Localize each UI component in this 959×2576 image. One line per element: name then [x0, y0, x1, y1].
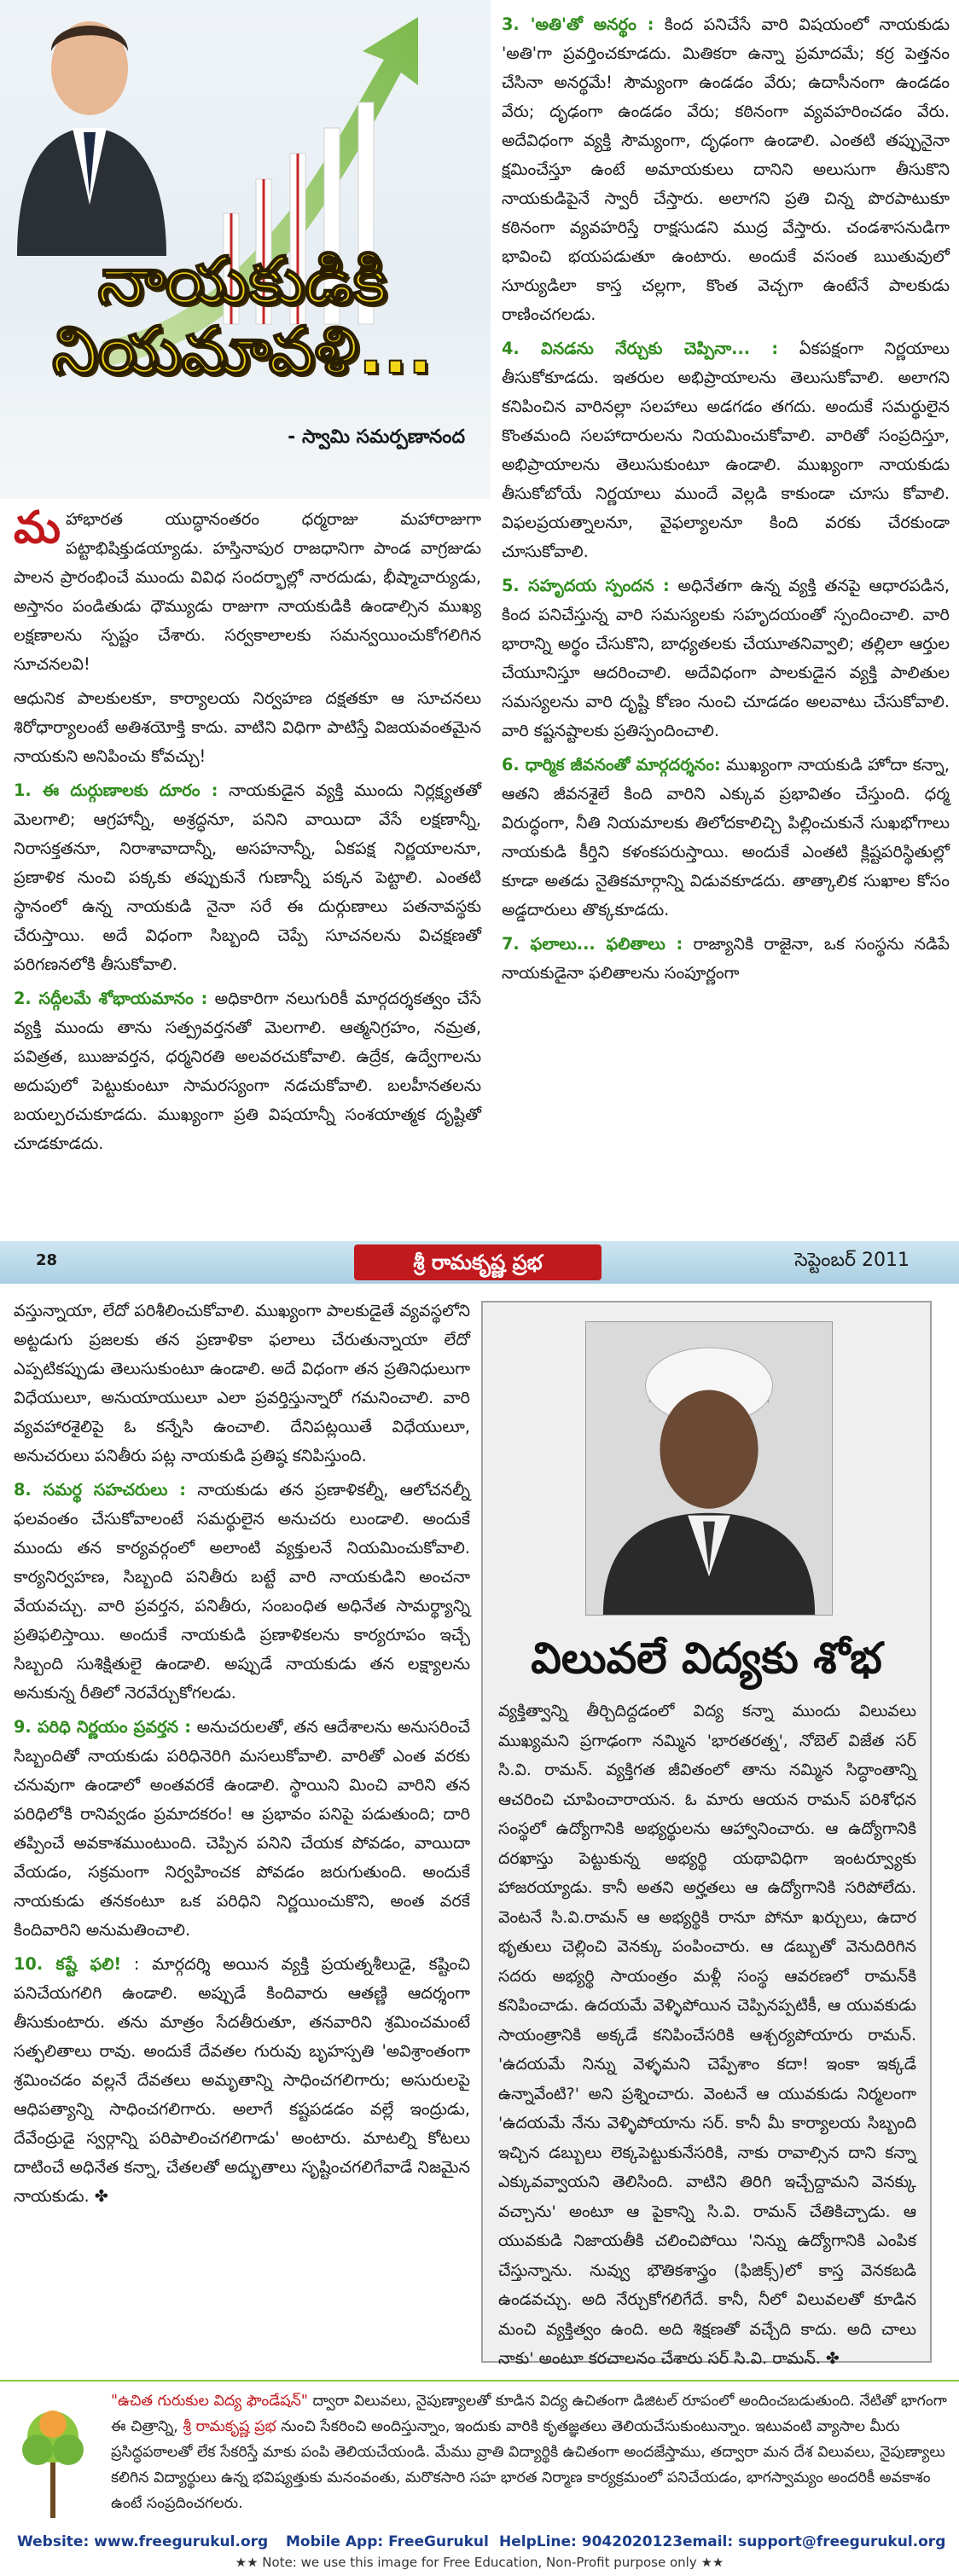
section-9: 9. పరిధి నిర్ణయం ప్రవర్తన : అనుచరులతో, తన ఆదేశాలను అనుసరించే సిబ్బందితో నాయకుడు పరిధినెరిగి మసలుకోవాలి. వారితో ఎంత వరకు చనువుగా ఉండాలో అంతవరకే ఉండాలి. స్థాయిని మించి వారిని తన పరిధిలోకి రానివ్వడం ప్రమాదకరం! ఆ ప్రభావం పనిపై పడుతుంది; దారి తప్పించే అవకాశముంటుంది. చెప్పిన పనిని చేయక పోవడం, వాయిదా వేయడం, సక్రమంగా నిర్వహించక పోవడం జరుగుతుంది. అందుకే నాయకుడు తనకంటూ ఒక పరిధిని నిర్ణయించుకొని, అంత వరకే కిందివారిని అనుమతించాలి. — [14, 1717, 470, 1940]
article-title — [12, 242, 473, 389]
continued-paragraph: వస్తున్నాయా, లేదో పరిశీలించుకోవాలి. ముఖ్యంగా పాలకుడైతే వ్యవస్థలోని అట్టడుగు ప్రజలకు తన ప్రణాళికా ఫలాలు చేరుతున్నాయా లేదో ఎప్పటికప్పుడు తెలుసుకుంటూ ఉండాలి. అదే విధంగా తన ప్రతినిధులుగా విధేయులూ, అనుయాయులూ ఎలా ప్రవర్తిస్తున్నారో గమనించాలి. వారి వ్యవహారశైలిపై ఓ కన్నేసి ఉంచాలి. దేనిపట్లయితే విధేయులూ, అనుచరులు పనితీరు పట్ల నాయకుడి ప్రతిష్ఠ కనిపిస్తుంది. — [14, 1301, 470, 1465]
left-column-top — [14, 502, 481, 1163]
section-10-heading: 10. కష్టే ఫలి! — [14, 1954, 122, 1974]
section-7: 7. ఫలాలు... ఫలితాలు : రాజ్యానికి రాజైనా, ఒక సంస్థను నడిపే నాయకుడైనా ఫలితాలను సంపూర్ణంగా — [502, 934, 950, 983]
section-9-heading: 9. పరిధి నిర్ణయం ప్రవర్తన : — [14, 1717, 191, 1737]
sidebar-story-box — [481, 1301, 932, 2368]
issue-date: సెప్టెంబర్ 2011 — [794, 1250, 910, 1271]
section-2-heading: 2. సద్గీలమే శోభాయమానం : — [14, 989, 208, 1008]
section-5-heading: 5. సహృదయ స్పందన : — [502, 576, 670, 595]
dropcap: మ — [14, 502, 61, 554]
section-6-heading: 6. ధార్మిక జీవనంతో మార్గదర్శనం: — [502, 755, 721, 775]
footer-text: "ఉచిత గురుకుల విద్య ఫౌండేషన్" ద్వారా విలువలు, నైపుణ్యాలతో కూడిన విద్య ఉచితంగా డిజిటల్ రూపంలో అందించబడుతుంది. నేటితో భాగంగా ఈ చిత్రాన్ని, శ్రీ రామకృష్ణ ప్రభ నుంచి సేకరించి అందిస్తున్నాం, ఇందుకు వారికి కృతజ్ఞతలు తెలియచేసుకుంటున్నాం. ఇటువంటి వ్యాసాల మీరు ప్రసిద్ధపఠాలతో లేక సేకరిస్తే మాకు పంపి తెలియచేయండి. మేము వ్రాతి విద్యార్థికి ఉచితంగా అందజేస్తాము, తద్వారా మన దేశ విలువలు, నైపుణ్యాలు కలిగిన విద్యార్థులు ఉన్న భవిష్యత్తుకు మనంవంతు, మరొకసారి సహ భారత నిర్మాణ కార్యక్రమంలో పనిచేయడం, భాగస్వామ్యం అందరికీ అవకాశం ఉంటే సంప్రదించగలరు. — [111, 2393, 947, 2512]
page-header-band — [0, 1241, 959, 1284]
section-8-heading: 8. సమర్థ సహచరులు : — [14, 1480, 187, 1500]
section-2: 2. సద్గీలమే శోభాయమానం : అధికారిగా నలుగురికీ మార్గదర్శకత్వం చేసే వ్యక్తి ముందు తాను సత్ప్రవర్తనతో మెలగాలి. ఆత్మనిగ్రహం, నమ్రత, పవిత్రత, ఋజువర్తన, ధర్మనిరతి అలవరచుకోవాలి. ఉద్రేక, ఉద్వేగాలను అదుపులో పెట్టుకుంటూ సామరస్యంగా నడచుకోవాలి. బలహీనతలను బయల్పరచుకూడదు. ముఖ్యంగా ప్రతి విషయాన్నీ సంశయాత్మక దృష్టితో చూడకూడదు. — [14, 989, 481, 1153]
hero-banner — [0, 0, 491, 499]
section-7-heading: 7. ఫలాలు... ఫలితాలు : — [502, 934, 683, 954]
section-6: 6. ధార్మిక జీవనంతో మార్గదర్శనం: ముఖ్యంగా నాయకుడి హోదా కన్నా, ఆతని జీవనశైలే కింది వారిని ఎక్కువ ప్రభావితం చేస్తుంది. ధర్మ విరుద్ధంగా, నీతి నియమాలకు తిలోదకాలిచ్చి పిల్లించుకునే సుఖభోగాలు నాయకుడి కీర్తిని కళంకపరుస్తాయి. అందుకే ఎంతటి క్లిష్టపరిస్థితుల్లో కూడా అతడు నైతికమార్గాన్ని విడువకూడదు. తాత్కాలిక సుఖాల కోసం అడ్డదారులు తొక్కకూడదు. — [502, 755, 950, 920]
left-column-bottom — [14, 1297, 470, 2216]
section-1-heading: 1. ఈ దుర్గుణాలకు దూరం : — [14, 780, 218, 800]
section-5: 5. సహృదయ స్పందన : అధినేతగా ఉన్న వ్యక్తి తనపై ఆధారపడిన, కింద పనిచేస్తున్న వారి సమస్యలకు సహృదయంతో స్పందించాలి. వారి భారాన్ని అర్థం చేసుకొని, బాధ్యతలకు చేయూతనివ్వాలి; తల్లిలా ఆర్తుల చేయూనిస్తూ ఆదరించాలి. అదేవిధంగా పాలకుడైన వ్యక్తి పాలితుల సమస్యలను వారి దృష్టి కోణం నుంచి చూడడం అలవాటు చేసుకోవాలి. వారి కష్టనష్టాలకు ప్రతిస్పందించాలి. — [502, 576, 950, 740]
intro-paragraph: మహాభారత యుద్ధానంతరం ధర్మరాజు మహారాజుగా పట్టాభిషిక్తుడయ్యాడు. హస్తినాపుర రాజధానిగా పాండ వాగ్రజుడు పాలన ప్రారంభించే ముందు వివిధ సందర్భాల్లో నారదుడు, భీష్మాచార్యుడు, అస్తానం పండితుడు ధౌమ్యుడు రాజుగా నాయకుడికి ఉండాల్సిన ముఖ్య లక్షణాలను స్పష్టం చేశారు. సర్వకాలాలకు సమన్వయించుకోగలిగిన సూచనలవి! — [14, 502, 481, 674]
website-link[interactable]: Website: www.freegurukul.org — [17, 2533, 269, 2550]
right-column-top — [502, 10, 950, 993]
section-3-heading: 3. 'అతి'తో అనర్థం : — [502, 15, 654, 34]
freegurukul-tree-logo — [12, 2390, 94, 2527]
section-4-heading: 4. వినడను నేర్చుకు చెప్పినా... : — [502, 339, 779, 358]
page-number: 28 — [36, 1251, 58, 1269]
sidebar-text: వ్యక్తిత్వాన్ని తీర్చిదిద్దడంలో విద్య కన్నా ముందు విలువలు ముఖ్యమని ప్రగాఢంగా నమ్మిన 'భారతరత్న', నోబెల్ విజేత సర్ సి.వి. రామన్. వ్యక్తిగత జీవితంలో తాను నమ్మిన సిద్ధాంతాన్ని ఆచరించి చూపించారాయన. ఓ మారు ఆయన రామన్ పరిశోధన సంస్థలో ఉద్యోగానికి అభ్యర్థులను ఆహ్వానించారు. ఆ ఉద్యోగానికి దరఖాస్తు పెట్టుకున్న అభ్యర్థి యథావిధిగా ఇంటర్వ్యూకు హాజరయ్యాడు. కానీ అతని అర్హతలు ఆ ఉద్యోగానికి సరిపోలేదు. వెంటనే సి.వి.రామన్ ఆ అభ్యర్థికి రానూ పోనూ ఖర్చులు, ఉదార భృతులు చెల్లించి వెనక్కు పంపించారు. ఆ డబ్బుతో వెనుదిరిగిన సదరు అభ్యర్థి సాయంత్రం మళ్లీ సంస్థ ఆవరణలో రామన్‌కి కనిపించాడు. ఉదయమే వెళ్ళిపోయిన చెప్పినప్పటికీ, ఆ యువకుడు సాయంత్రానికి అక్కడే కనిపించేసరికి ఆశ్చర్యపోయారు రామన్. 'ఉదయమే నిన్ను వెళ్ళమని చెప్పేశాం కదా! ఇంకా ఇక్కడే ఉన్నావేంటి?' అని ప్రశ్నించారు. వెంటనే ఆ యువకుడు నిర్మలంగా 'ఉదయమే నేను వెళ్ళిపోయాను సర్. కానీ మీ కార్యాలయ సిబ్బంది ఇచ్చిన డబ్బులు లెక్కపెట్టుకునేసరికి, నాకు రావాల్సిన దాని కన్నా ఎక్కువవ్వాయని తెలిసింది. వాటిని తిరిగి ఇచ్చేద్దామని వెనక్కు వచ్చాను' అంటూ ఆ పైకాన్ని సి.వి. రామన్ చేతికిచ్చాడు. ఆ యువకుడి నిజాయతీకి చలించిపోయి 'నిన్ను ఉద్యోగానికి ఎంపిక చేస్తున్నాను. నువ్వు భౌతికశాస్త్రం (ఫిజిక్స్)లో కాస్త వెనకబడి ఉండవచ్చు. అది నేర్చుకోగలిగేదే. కానీ, నీలో విలువలతో కూడిన మంచి వ్యక్తిత్వం ఉంది. అది శిక్షణతో వచ్చేది కాదు. అది చాలు నాకు' అంటూ కరచాలనం చేశారు సర్ సి.వి. రామన్. ✤ — [498, 1702, 916, 2368]
usage-note: ★★ Note: we use this image for Free Education, Non-Profit purpose only ★★ — [235, 2555, 724, 2570]
mobile-app-label: Mobile App: FreeGurukul — [286, 2533, 489, 2550]
businessman-figure — [17, 21, 166, 256]
sidebar-title: విలువలే విద్యకు శోభ — [531, 1633, 882, 1683]
title-line-2: నియమావళి... — [52, 312, 433, 389]
email-link[interactable]: email: support@freegurukul.org — [683, 2533, 946, 2550]
contact-row — [0, 2532, 959, 2556]
title-line-1: నాయకుడికి — [97, 242, 387, 318]
section-4: 4. వినడను నేర్చుకు చెప్పినా... : ఏకపక్షంగా నిర్ణయాలు తీసుకోకూడదు. ఇతరుల అభిప్రాయాలను తెలుసుకోవాలి. అలాగని కనిపించిన వారినల్లా సలహాలు అడగడం తగదు. అందుకే సమర్థులైన కొంతమంది సలహాదారులను నియమించుకోవాలి. వారితో సంప్రదిస్తూ, అభిప్రాయాలను తెలుసుకుంటూ ఉండాలి. ముఖ్యంగా నాయకుడు తీసుకోబోయే నిర్ణయాలు ముందే వెల్లడి కాకుండా చూసు కోవాలి. విఫలప్రయత్నాలనూ, వైఫల్యాలనూ కింది వరకు చేరకుండా చూసుకోవాలి. — [502, 339, 950, 561]
author-byline: - స్వామి సమర్పణానంద — [288, 426, 465, 448]
magazine-name: శ్రీ రామకృష్ణ ప్రభ — [354, 1244, 602, 1280]
helpline-label: HelpLine: 9042020123 — [499, 2533, 683, 2550]
section-8: 8. సమర్థ సహచరులు : నాయకుడు తన ప్రణాళికల్నీ, ఆలోచనల్నీ ఫలవంతం చేసుకోవాలంటే సమర్థులైన అనుచరు లుండాలి. అందుకే ముందు తన కార్యవర్గంలో అలాంటి వ్యక్తులనే నియమించుకోవాలి. కార్యనిర్వహణ, సిబ్బంది పనితీరు బట్టే వారి నాయకుడిని అంచనా వేయవచ్చు. వారి ప్రవర్తన, పనితీరు, సంబంధిత అధినేత సామర్థ్యాన్ని ప్రతిఫలిస్తాయి. అందుకే నాయకుడి ప్రణాళికలను కార్యరూపం ఇచ్చే సిబ్బంది సుశిక్షితులై ఉండాలి. అప్పుడే నాయకుడు తన లక్ష్యాలను అనుకున్న రీతిలో నెరవేర్చుకోగలడు. — [14, 1480, 471, 1703]
cv-raman-portrait — [585, 1321, 833, 1616]
paragraph-2: ఆధునిక పాలకులకూ, కార్యాలయ నిర్వహణ దక్షతకూ ఆ సూచనలు శిరోధార్యాలంటే అతిశయోక్తి కాదు. వాటిని విధిగా పాటిస్తే విజయవంతమైన నాయకుని అనిపించు కోవచ్చు! — [14, 688, 481, 766]
section-3: 3. 'అతి'తో అనర్థం : కింద పనిచేసే వారి విషయంలో నాయకుడు 'అతి'గా ప్రవర్తించకూడదు. మితికరా ఉన్నా ప్రమాదమే; కర్ర పెత్తనం చేసినా అనర్థమే! సౌమ్యంగా ఉండడం వేరు; ఉదాసీనంగా ఉండడం వేరు; దృఢంగా ఉండడం వేరు; కఠినంగా వ్యవహరించడం వేరు. అదేవిధంగా వ్యక్తి సౌమ్యంగా, దృఢంగా ఉండాలి. ఎంతటి తప్పునైనా క్షమించేస్తూ ఉంటే అమాయకులు దానిని అలుసుగా తీసుకొని నాయకుడిపైనే స్వారీ చేస్తారు. అలాగని ప్రతి చిన్న పొరపాటుకూ కఠినంగా వ్యవహరిస్తే రాక్షసుడని ముద్ర వేస్తారు. చండశాసనుడిగా భావించి భయపడుతూ ఉంటారు. అందుకే వసంత ఋతువులో సూర్యుడిలా కాస్త చల్లగా, కొంత వెచ్చగా ఉంటేనే పాలకుడు రాణించగలడు. — [502, 15, 950, 324]
section-1: 1. ఈ దుర్గుణాలకు దూరం : నాయకుడైన వ్యక్తి ముందు నిర్లక్ష్యతతో మెలగాలి; ఆగ్రహాన్నీ, అశ్రద్ధనూ, పనిని వాయిదా వేసే లక్షణాన్నీ, నిరాసక్తతనూ, నిరాశావాదాన్నీ, అసహనాన్నీ, ఏకపక్ష నిర్ణయాలనూ, ప్రణాళిక నుంచి పక్కకు తప్పుకునే గుణాన్నీ పక్కన పెట్టాలి. ఎంతటి స్థానంలో ఉన్న నాయకుడి నైనా సరే ఈ దుర్గుణాలు పతనావస్థకు చేరుస్తాయి. అదే విధంగా సిబ్బంది చెప్పే సూచనలను విచక్షణతో పరిగణనలోకి తీసుకోవాలి. — [14, 780, 481, 974]
section-10: 10. కష్టే ఫలి! : మార్గదర్శి అయిన వ్యక్తి ప్రయత్నశీలుడై, కష్టించి పనిచేయగలిగి ఉండాలి. అప్పుడే కిందివారు ఆతణ్ణి ఆదర్శంగా తీసుకుంటారు. తను మాత్రం సేదతీరుతూ, తనవారిని శ్రమించమంటే సత్ఫలితాలు రావు. అందుకే దేవతల గురువు బృహస్పతి 'అవిశ్రాంతంగా శ్రమించడం వల్లనే దేవతలు అమృతాన్ని సాధించగలిగారు; అసురులపై ఆధిపత్యాన్ని సాధించగలిగారు. అలాగే కష్టపడడం వల్లే ఇంద్రుడు, దేవేంద్రుడై స్వర్గాన్ని పరిపాలించగలిగాడు' అంటారు. మాటల్ని కోటలు దాటించే అధినేత కన్నా, చేతలతో అద్భుతాలు సృష్టించగలిగేవాడే నిజమైన నాయకుడు. ✤ — [14, 1954, 470, 2206]
